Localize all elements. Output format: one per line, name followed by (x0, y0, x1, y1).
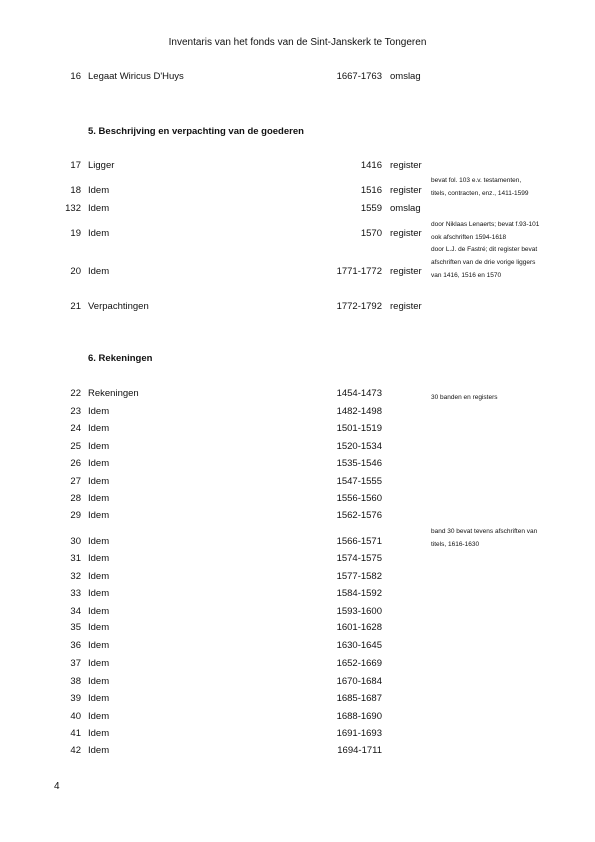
item-title: Idem (88, 553, 110, 564)
inventory-row (0, 301, 595, 315)
item-date: 1520-1534 (336, 441, 382, 452)
item-number: 29 (70, 510, 81, 521)
item-date: 1584-1592 (336, 588, 382, 599)
inventory-row (0, 658, 595, 672)
item-type: omslag (390, 203, 421, 214)
inventory-row (0, 745, 595, 759)
inventory-row (0, 622, 595, 636)
item-number: 34 (70, 606, 81, 617)
item-title: Idem (88, 536, 110, 547)
item-title: Ligger (88, 160, 115, 171)
item-number: 37 (70, 658, 81, 669)
note-22 (431, 391, 581, 404)
note-line: titels, contracten, enz., 1411-1599 (431, 190, 529, 197)
item-number: 21 (70, 301, 81, 312)
item-number: 36 (70, 640, 81, 651)
item-title: Idem (88, 693, 110, 704)
item-title: Idem (88, 441, 110, 452)
item-type: omslag (390, 71, 421, 82)
item-date: 1685-1687 (336, 693, 382, 704)
item-number: 16 (70, 71, 81, 82)
note-line: ook afschriften 1594-1618 (431, 234, 507, 241)
item-number: 17 (70, 160, 81, 171)
inventory-row (0, 553, 595, 567)
item-date: 1652-1669 (336, 658, 382, 669)
item-date: 1694-1711 (337, 745, 382, 756)
item-date: 1559 (360, 203, 382, 214)
note-line: 30 banden en registers (431, 394, 498, 401)
inventory-row (0, 606, 595, 620)
inventory-row (0, 423, 595, 437)
item-title: Rekeningen (88, 388, 139, 399)
item-date: 1688-1690 (336, 711, 382, 722)
item-number: 24 (70, 423, 81, 434)
item-number: 35 (70, 622, 81, 633)
inventory-row (0, 588, 595, 602)
item-number: 30 (70, 536, 81, 547)
item-date: 1516 (360, 185, 382, 196)
item-number: 20 (70, 266, 81, 277)
item-title: Idem (88, 571, 110, 582)
item-date: 1691-1693 (336, 728, 382, 739)
inventory-row (0, 510, 595, 524)
item-date: 1601-1628 (336, 622, 382, 633)
item-number: 32 (70, 571, 81, 582)
item-number: 26 (70, 458, 81, 469)
note-line: van 1416, 1516 en 1570 (431, 272, 502, 279)
item-number: 23 (70, 406, 81, 417)
item-date: 1667-1763 (336, 71, 382, 82)
inventory-row (0, 406, 595, 420)
item-date: 1566-1571 (336, 536, 382, 547)
inventory-row (0, 640, 595, 654)
note-line: door Niklaas Lenaerts; bevat f.93-101 (431, 221, 540, 228)
item-number: 39 (70, 693, 81, 704)
item-date: 1547-1555 (336, 476, 382, 487)
item-title: Idem (88, 510, 110, 521)
item-date: 1577-1582 (336, 571, 382, 582)
item-title: Idem (88, 711, 110, 722)
inventory-row (0, 693, 595, 707)
item-number: 40 (70, 711, 81, 722)
item-title: Idem (88, 676, 110, 687)
item-number: 31 (70, 553, 81, 564)
inventory-row (0, 476, 595, 490)
note-30 (431, 525, 581, 551)
item-title: Idem (88, 185, 110, 196)
inventory-row (0, 571, 595, 585)
inventory-row (0, 441, 595, 455)
section-heading-5: 5. Beschrijving en verpachting van de goederen (88, 126, 304, 137)
item-title: Idem (88, 423, 110, 434)
item-number: 41 (70, 728, 81, 739)
inventory-row (0, 728, 595, 742)
item-number: 27 (70, 476, 81, 487)
item-number: 25 (70, 441, 81, 452)
item-date: 1771-1772 (336, 266, 382, 277)
note-18 (431, 174, 581, 200)
item-title: Idem (88, 728, 110, 739)
page-title: Inventaris van het fonds van de Sint-Janskerk te Tongeren (168, 37, 427, 48)
item-number: 28 (70, 493, 81, 504)
item-date: 1570 (360, 228, 382, 239)
item-title: Idem (88, 228, 110, 239)
item-type: register (390, 301, 422, 312)
item-title: Idem (88, 458, 110, 469)
item-date: 1562-1576 (336, 510, 382, 521)
item-number: 42 (70, 745, 81, 756)
inventory-row (0, 160, 595, 174)
item-title: Legaat Wiricus D'Huys (88, 71, 184, 82)
section-heading-6: 6. Rekeningen (88, 353, 153, 364)
item-type: register (390, 185, 422, 196)
item-date: 1630-1645 (336, 640, 382, 651)
note-19 (431, 218, 581, 244)
item-title: Idem (88, 266, 110, 277)
item-date: 1482-1498 (336, 406, 382, 417)
item-title: Idem (88, 203, 110, 214)
item-title: Idem (88, 606, 110, 617)
note-line: titels, 1616-1630 (431, 541, 480, 548)
inventory-row (0, 711, 595, 725)
item-date: 1501-1519 (336, 423, 382, 434)
note-20 (431, 243, 581, 282)
item-date: 1535-1546 (336, 458, 382, 469)
item-title: Idem (88, 640, 110, 651)
item-title: Idem (88, 406, 110, 417)
item-date: 1416 (360, 160, 382, 171)
item-number: 18 (70, 185, 81, 196)
item-type: register (390, 160, 422, 171)
inventory-row (0, 676, 595, 690)
item-title: Idem (88, 588, 110, 599)
item-title: Idem (88, 658, 110, 669)
item-number: 19 (70, 228, 81, 239)
inventory-row (0, 493, 595, 507)
item-number: 38 (70, 676, 81, 687)
item-date: 1772-1792 (336, 301, 382, 312)
item-number: 132 (65, 203, 81, 214)
item-type: register (390, 228, 422, 239)
item-date: 1593-1600 (336, 606, 382, 617)
item-type: register (390, 266, 422, 277)
note-line: door L.J. de Fastré; dit register bevat (431, 246, 538, 253)
inventory-row (0, 71, 595, 85)
note-line: band 30 bevat tevens afschriften van (431, 528, 538, 535)
item-title: Idem (88, 493, 110, 504)
item-title: Idem (88, 745, 110, 756)
inventory-row (0, 203, 595, 217)
inventory-row (0, 458, 595, 472)
note-line: afschriften van de drie vorige liggers (431, 259, 536, 266)
item-date: 1574-1575 (336, 553, 382, 564)
item-date: 1556-1560 (336, 493, 382, 504)
item-title: Verpachtingen (88, 301, 149, 312)
item-title: Idem (88, 476, 110, 487)
page-number: 4 (54, 781, 60, 792)
note-line: bevat fol. 103 e.v. testamenten, (431, 177, 522, 184)
item-number: 33 (70, 588, 81, 599)
item-number: 22 (70, 388, 81, 399)
item-date: 1670-1684 (336, 676, 382, 687)
item-title: Idem (88, 622, 110, 633)
item-date: 1454-1473 (336, 388, 382, 399)
